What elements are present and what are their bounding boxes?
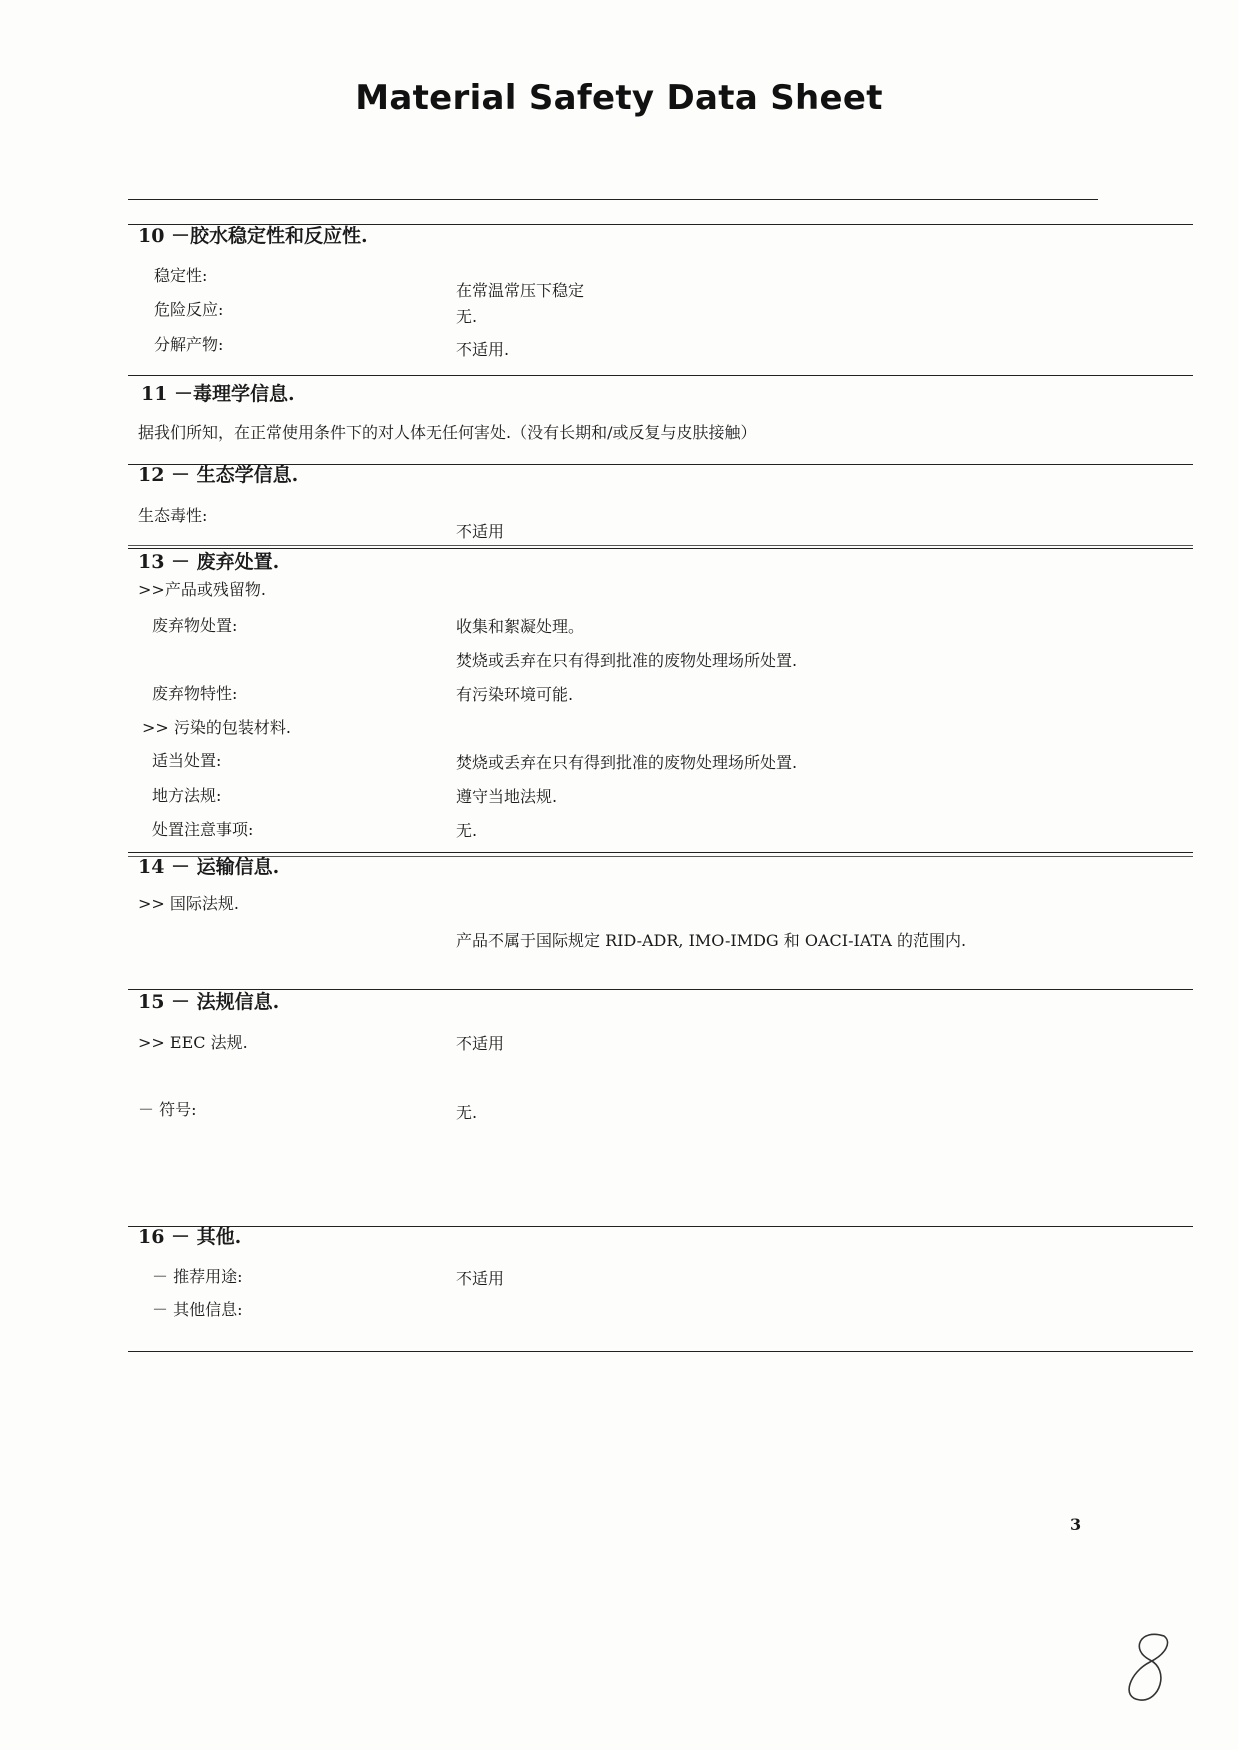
symbol-value: 无. xyxy=(456,1103,478,1122)
divider xyxy=(128,375,1193,376)
section-12-heading: 12 － 生态学信息. xyxy=(138,464,299,486)
section-11-heading: 11 －毒理学信息. xyxy=(141,383,295,405)
waste-disposal-value-1: 收集和絮凝处理。 xyxy=(456,617,585,636)
local-regulation-label: 地方法规: xyxy=(152,786,222,805)
decomposition-value: 不适用. xyxy=(456,340,510,359)
page-number: 3 xyxy=(1070,1515,1082,1534)
document-title: Material Safety Data Sheet xyxy=(355,78,883,118)
hazard-reaction-label: 危险反应: xyxy=(154,300,224,319)
divider xyxy=(128,852,1193,853)
section-16-heading: 16 － 其他. xyxy=(138,1226,242,1248)
stability-label: 稳定性: xyxy=(154,266,208,285)
transport-text: 产品不属于国际规定 RID-ADR, IMO-IMDG 和 OACI-IATA 的范围内. xyxy=(456,931,967,950)
section-14-heading: 14 － 运输信息. xyxy=(138,856,280,878)
local-regulation-value: 遵守当地法规. xyxy=(456,787,558,806)
symbol-label: － 符号: xyxy=(138,1100,197,1119)
eec-regulation-label: >> EEC 法规. xyxy=(138,1033,248,1052)
stability-value: 在常温常压下稳定 xyxy=(456,281,585,300)
eec-regulation-value: 不适用 xyxy=(456,1034,505,1053)
waste-disposal-label: 废弃物处置: xyxy=(152,616,238,635)
recommended-use-value: 不适用 xyxy=(456,1269,505,1288)
divider xyxy=(128,199,1098,200)
contaminated-packaging-subheading: >> 污染的包装材料. xyxy=(142,718,291,737)
toxicology-text: 据我们所知，在正常使用条件下的对人体无任何害处.（没有长期和/或反复与皮肤接触） xyxy=(138,423,757,442)
disposal-precaution-value: 无. xyxy=(456,821,478,840)
divider xyxy=(128,545,1193,546)
other-info-label: － 其他信息: xyxy=(152,1300,243,1319)
decomposition-label: 分解产物: xyxy=(154,335,224,354)
divider xyxy=(128,548,1193,549)
divider xyxy=(128,1226,1193,1227)
section-13-heading: 13 － 废弃处置. xyxy=(138,551,280,573)
waste-property-value: 有污染环境可能. xyxy=(456,685,574,704)
proper-disposal-value: 焚烧或丢弃在只有得到批准的废物处理场所处置. xyxy=(456,753,798,772)
ecotoxicity-label: 生态毒性: xyxy=(138,506,208,525)
waste-property-label: 废弃物特性: xyxy=(152,684,238,703)
recommended-use-label: － 推荐用途: xyxy=(152,1267,243,1286)
section-15-heading: 15 － 法规信息. xyxy=(138,991,280,1013)
divider xyxy=(128,989,1193,990)
disposal-precaution-label: 处置注意事项: xyxy=(152,820,254,839)
product-residue-subheading: >>产品或残留物. xyxy=(138,580,266,599)
divider xyxy=(128,1351,1193,1352)
ecotoxicity-value: 不适用 xyxy=(456,522,505,541)
divider xyxy=(128,856,1193,857)
waste-disposal-value-2: 焚烧或丢弃在只有得到批准的废物处理场所处置. xyxy=(456,651,798,670)
handwritten-mark xyxy=(1120,1630,1180,1710)
section-10-heading: 10 －胶水稳定性和反应性. xyxy=(138,225,368,247)
international-regulation-subheading: >> 国际法规. xyxy=(138,894,239,913)
hazard-reaction-value: 无. xyxy=(456,307,478,326)
proper-disposal-label: 适当处置: xyxy=(152,751,222,770)
